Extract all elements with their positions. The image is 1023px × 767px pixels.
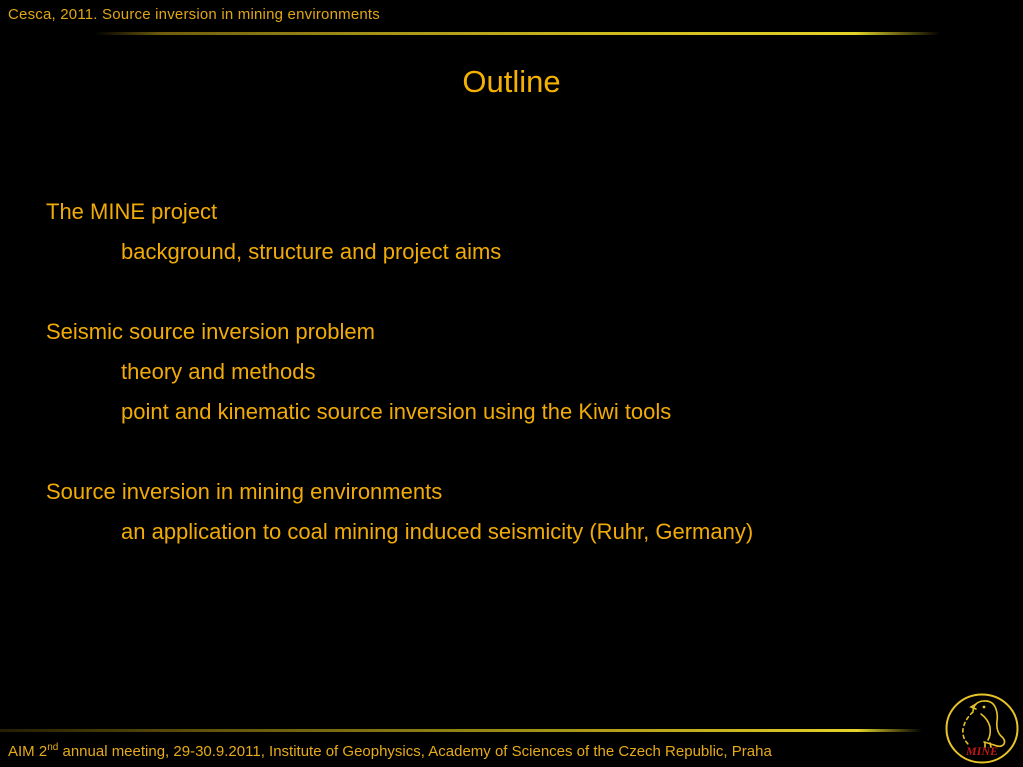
outline-section-mining-environments bbox=[46, 472, 976, 552]
footer-text-suffix: annual meeting, 29-30.9.2011, Institute of Geophysics, Academy of Sciences of the Czech Republic, Praha bbox=[58, 743, 772, 760]
logo-label: MINE bbox=[965, 744, 999, 758]
footer-text-superscript: nd bbox=[47, 742, 59, 753]
footer-text-prefix: AIM 2 bbox=[8, 743, 48, 760]
header-divider-line bbox=[95, 32, 940, 35]
outline-section-source-inversion bbox=[46, 312, 976, 432]
outline-subitem: background, structure and project aims bbox=[121, 239, 502, 264]
outline-subitem: point and kinematic source inversion using the Kiwi tools bbox=[121, 399, 672, 424]
falcon-icon bbox=[963, 701, 1005, 747]
footer-meeting-info bbox=[8, 743, 772, 760]
outline-heading: Source inversion in mining environments bbox=[46, 479, 443, 504]
outline-heading: Seismic source inversion problem bbox=[46, 319, 375, 344]
outline-list bbox=[46, 192, 976, 592]
slide-title: Outline bbox=[462, 64, 561, 99]
header-citation: Cesca, 2011. Source inversion in mining environments bbox=[8, 6, 380, 23]
outline-section-mine-project bbox=[46, 192, 976, 272]
mine-project-logo bbox=[943, 692, 1021, 766]
outline-subitem: theory and methods bbox=[121, 359, 316, 384]
footer-divider-line bbox=[0, 729, 922, 732]
outline-heading: The MINE project bbox=[46, 199, 218, 224]
outline-subitem: an application to coal mining induced seismicity (Ruhr, Germany) bbox=[121, 519, 754, 544]
